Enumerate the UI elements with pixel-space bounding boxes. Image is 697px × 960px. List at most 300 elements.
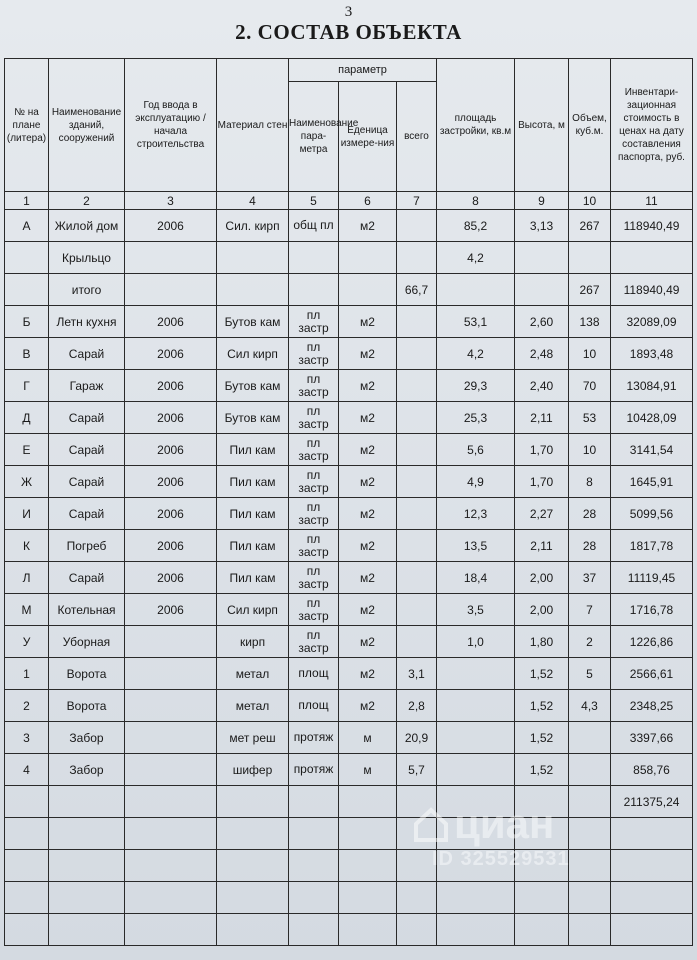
cell-area bbox=[437, 658, 515, 690]
watermark-id: ID 325529531 bbox=[432, 848, 570, 870]
cell-total bbox=[397, 402, 437, 434]
cell-lit: 4 bbox=[5, 754, 49, 786]
cell-height: 2,60 bbox=[515, 306, 569, 338]
cell-cost bbox=[611, 850, 693, 882]
table-row bbox=[5, 210, 693, 242]
cell-year bbox=[125, 754, 217, 786]
cell-lit bbox=[5, 242, 49, 274]
table-row bbox=[5, 434, 693, 466]
cell-area bbox=[437, 754, 515, 786]
cell-height: 2,27 bbox=[515, 498, 569, 530]
cell-vol bbox=[569, 882, 611, 914]
column-number: 8 bbox=[437, 192, 515, 210]
header-year: Год ввода в эксплуатацию / начала строительства bbox=[125, 59, 217, 192]
header-param: параметр bbox=[289, 59, 437, 82]
cell-year: 2006 bbox=[125, 562, 217, 594]
cell-name: Сарай bbox=[49, 498, 125, 530]
table-row bbox=[5, 914, 693, 946]
param-name-line1: протяж bbox=[293, 762, 334, 776]
table-row bbox=[5, 498, 693, 530]
table-row bbox=[5, 242, 693, 274]
cell-year bbox=[125, 722, 217, 754]
cell-cost: 5099,56 bbox=[611, 498, 693, 530]
cell-name: Жилой дом bbox=[49, 210, 125, 242]
cell-unit: м2 bbox=[339, 626, 397, 658]
cell-unit bbox=[339, 786, 397, 818]
cell-mat: Бутов кам bbox=[217, 370, 289, 402]
cell-cost: 1817,78 bbox=[611, 530, 693, 562]
column-number: 5 bbox=[289, 192, 339, 210]
cell-total bbox=[397, 434, 437, 466]
cell-total bbox=[397, 306, 437, 338]
cell-cost: 1226,86 bbox=[611, 626, 693, 658]
cell-name bbox=[49, 882, 125, 914]
cell-unit: м2 bbox=[339, 594, 397, 626]
cell-name bbox=[49, 914, 125, 946]
param-name-line2: застр bbox=[298, 416, 329, 431]
param-name-line2: застр bbox=[298, 640, 329, 655]
cell-unit: м2 bbox=[339, 402, 397, 434]
cell-area: 25,3 bbox=[437, 402, 515, 434]
table-row bbox=[5, 850, 693, 882]
param-name-line2: застр bbox=[298, 352, 329, 367]
cell-height: 2,11 bbox=[515, 402, 569, 434]
param-name-cell bbox=[289, 466, 339, 498]
cell-cost: 858,76 bbox=[611, 754, 693, 786]
cell-vol bbox=[569, 818, 611, 850]
cell-year: 2006 bbox=[125, 338, 217, 370]
cell-unit: м2 bbox=[339, 690, 397, 722]
cell-name: Забор bbox=[49, 722, 125, 754]
cell-mat: Сил. кирп bbox=[217, 210, 289, 242]
param-name-cell bbox=[289, 818, 339, 850]
cell-vol: 10 bbox=[569, 434, 611, 466]
cell-name: Крыльцо bbox=[49, 242, 125, 274]
cell-lit bbox=[5, 818, 49, 850]
cell-year bbox=[125, 658, 217, 690]
cell-year: 2006 bbox=[125, 434, 217, 466]
cell-area: 4,9 bbox=[437, 466, 515, 498]
cell-height: 2,00 bbox=[515, 594, 569, 626]
cell-mat: Сил кирп bbox=[217, 338, 289, 370]
param-name-cell bbox=[289, 402, 339, 434]
cell-vol: 28 bbox=[569, 530, 611, 562]
object-composition-table bbox=[4, 58, 693, 946]
cell-unit bbox=[339, 242, 397, 274]
table-row bbox=[5, 402, 693, 434]
cell-year bbox=[125, 850, 217, 882]
cell-lit bbox=[5, 274, 49, 306]
page-title: 2. СОСТАВ ОБЪЕКТА bbox=[235, 20, 462, 44]
cell-mat: метал bbox=[217, 690, 289, 722]
cell-height: 2,00 bbox=[515, 562, 569, 594]
cell-vol bbox=[569, 722, 611, 754]
cell-name: Забор bbox=[49, 754, 125, 786]
cell-lit: И bbox=[5, 498, 49, 530]
cell-height: 1,70 bbox=[515, 434, 569, 466]
column-number: 4 bbox=[217, 192, 289, 210]
cell-name: Гараж bbox=[49, 370, 125, 402]
cell-unit bbox=[339, 274, 397, 306]
param-name-line2: застр bbox=[298, 320, 329, 335]
cell-height: 2,40 bbox=[515, 370, 569, 402]
cell-area: 4,2 bbox=[437, 242, 515, 274]
cell-lit: К bbox=[5, 530, 49, 562]
cell-mat: Бутов кам bbox=[217, 402, 289, 434]
cell-lit bbox=[5, 786, 49, 818]
param-name-line1: пл bbox=[306, 467, 321, 482]
cell-unit bbox=[339, 882, 397, 914]
cell-year: 2006 bbox=[125, 370, 217, 402]
cell-total bbox=[397, 498, 437, 530]
cell-name: Сарай bbox=[49, 338, 125, 370]
cell-name: Сарай bbox=[49, 562, 125, 594]
cell-area: 5,6 bbox=[437, 434, 515, 466]
param-name-line1: пл bbox=[306, 499, 321, 514]
cell-lit bbox=[5, 882, 49, 914]
cell-mat: шифер bbox=[217, 754, 289, 786]
cell-cost bbox=[611, 818, 693, 850]
cell-area bbox=[437, 690, 515, 722]
cell-height bbox=[515, 242, 569, 274]
param-name-cell bbox=[289, 274, 339, 306]
column-number: 6 bbox=[339, 192, 397, 210]
cell-mat bbox=[217, 914, 289, 946]
param-name-cell bbox=[289, 370, 339, 402]
cell-mat bbox=[217, 882, 289, 914]
cell-total bbox=[397, 882, 437, 914]
cell-mat: мет реш bbox=[217, 722, 289, 754]
cell-cost: 3141,54 bbox=[611, 434, 693, 466]
cell-area: 53,1 bbox=[437, 306, 515, 338]
cell-unit: м2 bbox=[339, 370, 397, 402]
cell-height: 3,13 bbox=[515, 210, 569, 242]
cell-total bbox=[397, 370, 437, 402]
column-number: 11 bbox=[611, 192, 693, 210]
cell-mat: Пил кам bbox=[217, 466, 289, 498]
cell-mat bbox=[217, 818, 289, 850]
param-name-line1: пл bbox=[306, 563, 321, 578]
cell-total bbox=[397, 626, 437, 658]
param-name-cell bbox=[289, 306, 339, 338]
cell-lit bbox=[5, 914, 49, 946]
header-cost: Инвентари-зационная стоимость в ценах на дату составления паспорта, руб. bbox=[611, 59, 693, 192]
param-name-line1: пл bbox=[306, 307, 321, 322]
cell-lit: Ж bbox=[5, 466, 49, 498]
cell-lit: М bbox=[5, 594, 49, 626]
param-name-line1: пл bbox=[306, 595, 321, 610]
cell-name: Ворота bbox=[49, 658, 125, 690]
cell-mat bbox=[217, 274, 289, 306]
page-number: 3 bbox=[344, 4, 353, 20]
table-row bbox=[5, 594, 693, 626]
cell-name bbox=[49, 850, 125, 882]
param-name-line2: застр bbox=[298, 512, 329, 527]
cell-vol: 2 bbox=[569, 626, 611, 658]
cell-area: 18,4 bbox=[437, 562, 515, 594]
cell-total: 3,1 bbox=[397, 658, 437, 690]
cell-cost: 3397,66 bbox=[611, 722, 693, 754]
table-row bbox=[5, 786, 693, 818]
param-name-cell bbox=[289, 562, 339, 594]
cell-name: Сарай bbox=[49, 434, 125, 466]
column-number: 7 bbox=[397, 192, 437, 210]
param-name-line1: площ bbox=[298, 666, 329, 680]
cell-total bbox=[397, 850, 437, 882]
cell-vol: 7 bbox=[569, 594, 611, 626]
param-name-cell bbox=[289, 626, 339, 658]
cell-year bbox=[125, 690, 217, 722]
cell-height: 2,11 bbox=[515, 530, 569, 562]
cell-year: 2006 bbox=[125, 498, 217, 530]
table-row bbox=[5, 722, 693, 754]
param-name-line2: застр bbox=[298, 448, 329, 463]
cell-height: 1,52 bbox=[515, 754, 569, 786]
cell-area: 85,2 bbox=[437, 210, 515, 242]
table-row bbox=[5, 562, 693, 594]
table-row bbox=[5, 818, 693, 850]
cell-lit: А bbox=[5, 210, 49, 242]
param-name-cell bbox=[289, 754, 339, 786]
cell-cost: 32089,09 bbox=[611, 306, 693, 338]
cell-year: 2006 bbox=[125, 210, 217, 242]
param-name-cell bbox=[289, 658, 339, 690]
cell-name: Ворота bbox=[49, 690, 125, 722]
param-name-line1: пл bbox=[306, 339, 321, 354]
param-name-cell bbox=[289, 882, 339, 914]
cell-name: Котельная bbox=[49, 594, 125, 626]
cell-cost: 118940,49 bbox=[611, 274, 693, 306]
param-name-line2: застр bbox=[298, 608, 329, 623]
cell-year bbox=[125, 818, 217, 850]
cell-cost: 1645,91 bbox=[611, 466, 693, 498]
column-numbers-row bbox=[5, 192, 693, 210]
param-name-line2: застр bbox=[298, 576, 329, 591]
header-height: Высота, м bbox=[515, 59, 569, 192]
cell-unit: м bbox=[339, 722, 397, 754]
cell-cost bbox=[611, 882, 693, 914]
cell-vol bbox=[569, 914, 611, 946]
cell-height: 1,52 bbox=[515, 658, 569, 690]
param-name-cell bbox=[289, 210, 339, 242]
cell-unit: м2 bbox=[339, 434, 397, 466]
table-row bbox=[5, 466, 693, 498]
param-name-line1: пл bbox=[306, 371, 321, 386]
header-param-name: Наименование пара-метра bbox=[289, 82, 339, 192]
cell-mat: Пил кам bbox=[217, 498, 289, 530]
cell-lit: Б bbox=[5, 306, 49, 338]
table-row bbox=[5, 306, 693, 338]
cell-total: 66,7 bbox=[397, 274, 437, 306]
cell-year: 2006 bbox=[125, 530, 217, 562]
cell-total bbox=[397, 562, 437, 594]
cell-name: Летн кухня bbox=[49, 306, 125, 338]
table-row bbox=[5, 658, 693, 690]
cell-cost: 13084,91 bbox=[611, 370, 693, 402]
table-row bbox=[5, 690, 693, 722]
cell-area bbox=[437, 722, 515, 754]
table-row bbox=[5, 370, 693, 402]
param-name-cell bbox=[289, 850, 339, 882]
cell-height bbox=[515, 882, 569, 914]
param-name-line1: общ пл bbox=[293, 218, 334, 232]
header-total: всего bbox=[397, 82, 437, 192]
cell-cost bbox=[611, 242, 693, 274]
column-number: 10 bbox=[569, 192, 611, 210]
cell-area: 1,0 bbox=[437, 626, 515, 658]
column-number: 3 bbox=[125, 192, 217, 210]
header-unit: Еденица измере-ния bbox=[339, 82, 397, 192]
cell-height: 1,80 bbox=[515, 626, 569, 658]
param-name-line1: площ bbox=[298, 698, 329, 712]
param-name-line2: застр bbox=[298, 480, 329, 495]
cell-vol: 4,3 bbox=[569, 690, 611, 722]
cell-area bbox=[437, 882, 515, 914]
cell-name bbox=[49, 818, 125, 850]
param-name-line1: пл bbox=[306, 627, 321, 642]
param-name-line2: застр bbox=[298, 544, 329, 559]
cell-unit: м2 bbox=[339, 530, 397, 562]
table-row bbox=[5, 754, 693, 786]
param-name-cell bbox=[289, 242, 339, 274]
cell-year bbox=[125, 786, 217, 818]
cell-area: 12,3 bbox=[437, 498, 515, 530]
cell-vol: 267 bbox=[569, 210, 611, 242]
cell-lit: У bbox=[5, 626, 49, 658]
cell-area: 13,5 bbox=[437, 530, 515, 562]
cell-total bbox=[397, 530, 437, 562]
cell-area bbox=[437, 274, 515, 306]
param-name-cell bbox=[289, 594, 339, 626]
cell-total bbox=[397, 210, 437, 242]
cell-lit: 1 bbox=[5, 658, 49, 690]
cell-mat bbox=[217, 242, 289, 274]
cell-lit: Д bbox=[5, 402, 49, 434]
cell-unit bbox=[339, 850, 397, 882]
cell-area: 4,2 bbox=[437, 338, 515, 370]
cell-unit: м2 bbox=[339, 466, 397, 498]
cell-lit: Е bbox=[5, 434, 49, 466]
cell-vol: 53 bbox=[569, 402, 611, 434]
column-number: 2 bbox=[49, 192, 125, 210]
cell-unit: м2 bbox=[339, 210, 397, 242]
header-name: Наименование зданий, сооружений bbox=[49, 59, 125, 192]
cell-lit: Г bbox=[5, 370, 49, 402]
header-lit: № на плане (литера) bbox=[5, 59, 49, 192]
cell-total: 5,7 bbox=[397, 754, 437, 786]
cell-area bbox=[437, 914, 515, 946]
table-row bbox=[5, 626, 693, 658]
cell-year: 2006 bbox=[125, 594, 217, 626]
cell-total: 20,9 bbox=[397, 722, 437, 754]
cell-total bbox=[397, 338, 437, 370]
param-name-cell bbox=[289, 338, 339, 370]
cell-mat: Бутов кам bbox=[217, 306, 289, 338]
cell-lit: 3 bbox=[5, 722, 49, 754]
param-name-cell bbox=[289, 434, 339, 466]
cell-mat: Пил кам bbox=[217, 530, 289, 562]
cell-year: 2006 bbox=[125, 466, 217, 498]
cell-vol: 267 bbox=[569, 274, 611, 306]
table-row bbox=[5, 338, 693, 370]
cell-mat: метал bbox=[217, 658, 289, 690]
cell-vol: 37 bbox=[569, 562, 611, 594]
param-name-cell bbox=[289, 722, 339, 754]
cell-cost: 2566,61 bbox=[611, 658, 693, 690]
cell-vol bbox=[569, 754, 611, 786]
cell-total bbox=[397, 594, 437, 626]
cell-unit: м2 bbox=[339, 562, 397, 594]
header-material: Материал стен bbox=[217, 59, 289, 192]
param-name-line1: пл bbox=[306, 435, 321, 450]
cell-year bbox=[125, 242, 217, 274]
cell-year: 2006 bbox=[125, 306, 217, 338]
cell-cost: 211375,24 bbox=[611, 786, 693, 818]
cell-mat: Пил кам bbox=[217, 562, 289, 594]
cell-vol: 138 bbox=[569, 306, 611, 338]
cell-name: Уборная bbox=[49, 626, 125, 658]
cell-mat bbox=[217, 786, 289, 818]
cell-vol bbox=[569, 786, 611, 818]
cell-year bbox=[125, 626, 217, 658]
cian-house-icon bbox=[414, 806, 448, 842]
cell-height: 2,48 bbox=[515, 338, 569, 370]
cell-cost: 1716,78 bbox=[611, 594, 693, 626]
cell-mat: Пил кам bbox=[217, 434, 289, 466]
cell-unit: м2 bbox=[339, 306, 397, 338]
cell-vol: 5 bbox=[569, 658, 611, 690]
cell-unit: м2 bbox=[339, 338, 397, 370]
cell-height: 1,70 bbox=[515, 466, 569, 498]
cell-lit: В bbox=[5, 338, 49, 370]
cell-name: Сарай bbox=[49, 402, 125, 434]
cell-cost: 10428,09 bbox=[611, 402, 693, 434]
cell-lit bbox=[5, 850, 49, 882]
cell-mat: кирп bbox=[217, 626, 289, 658]
cell-total bbox=[397, 466, 437, 498]
cell-name bbox=[49, 786, 125, 818]
watermark-brand: циан bbox=[454, 800, 555, 847]
cell-height bbox=[515, 274, 569, 306]
cell-height: 1,52 bbox=[515, 690, 569, 722]
cell-year bbox=[125, 882, 217, 914]
cell-cost: 118940,49 bbox=[611, 210, 693, 242]
cell-total bbox=[397, 242, 437, 274]
cell-height: 1,52 bbox=[515, 722, 569, 754]
param-name-cell bbox=[289, 786, 339, 818]
cell-cost: 11119,45 bbox=[611, 562, 693, 594]
table-body bbox=[5, 210, 693, 946]
cell-cost bbox=[611, 914, 693, 946]
cell-unit bbox=[339, 818, 397, 850]
cell-name: Сарай bbox=[49, 466, 125, 498]
param-name-line1: пл bbox=[306, 403, 321, 418]
cell-vol: 8 bbox=[569, 466, 611, 498]
cell-cost: 1893,48 bbox=[611, 338, 693, 370]
cell-unit: м2 bbox=[339, 498, 397, 530]
column-number: 1 bbox=[5, 192, 49, 210]
cell-name: Погреб bbox=[49, 530, 125, 562]
param-name-cell bbox=[289, 690, 339, 722]
cell-vol bbox=[569, 850, 611, 882]
param-name-line1: протяж bbox=[293, 730, 334, 744]
cell-unit: м bbox=[339, 754, 397, 786]
param-name-line2: застр bbox=[298, 384, 329, 399]
cell-cost: 2348,25 bbox=[611, 690, 693, 722]
cell-total bbox=[397, 914, 437, 946]
cell-mat: Сил кирп bbox=[217, 594, 289, 626]
cell-year bbox=[125, 274, 217, 306]
